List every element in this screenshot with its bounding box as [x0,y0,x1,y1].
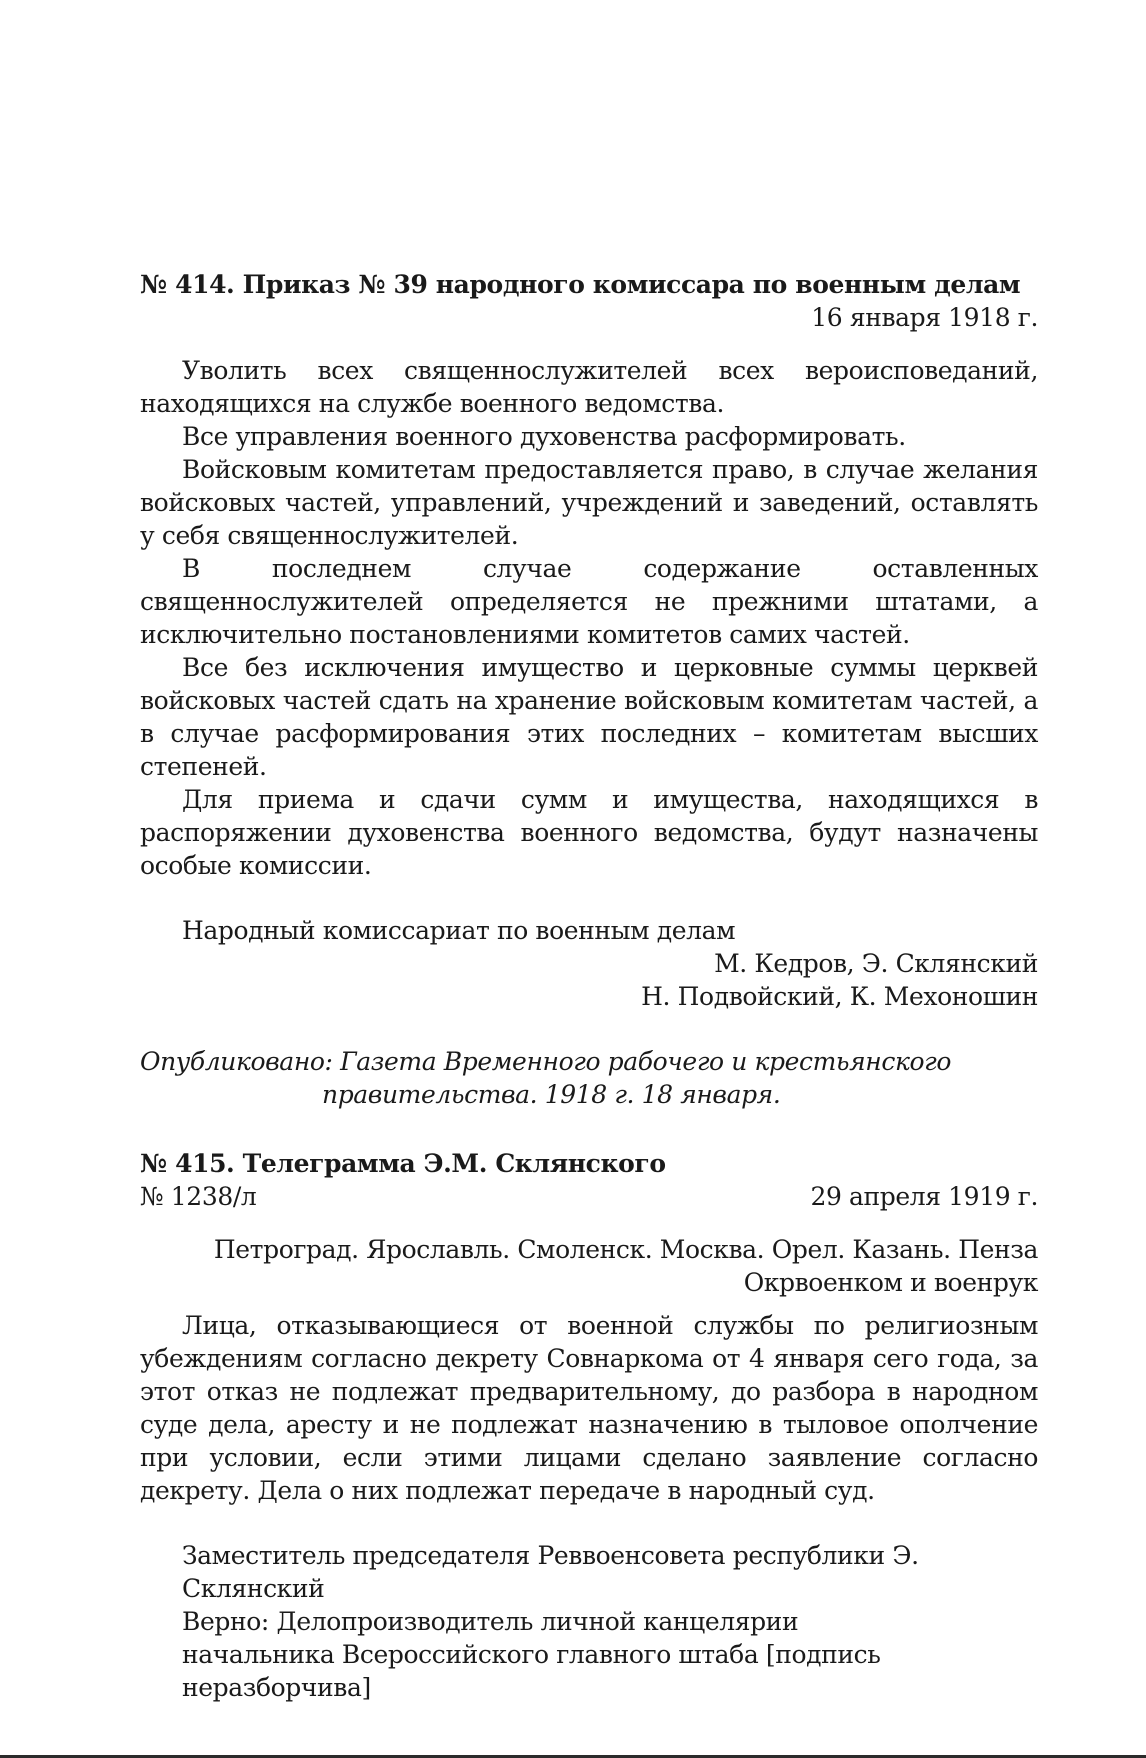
document-415-signature-3: начальника Всероссийского главного штаба [подпись неразборчива] [182,1640,881,1702]
document-415-meta [140,1180,1038,1213]
document-414-date: 16 января 1918 г. [811,303,1038,332]
document-414-paragraph-1: Уволить всех священнослужителей всех вероисповеданий, находящихся на службе военного ведомства. [140,356,1038,418]
document-414-signatory-1: М. Кедров, Э. Склянский [714,949,1038,978]
document-415-signature-1: Заместитель председателя Реввоенсовета республики Э. Склянский [182,1541,919,1603]
document-415-number: № 1238/л [140,1182,257,1211]
document-414-paragraph-5: Все без исключения имущество и церковные суммы церквей войсковых частей сдать на хранение войсковым комитетам частей, а в случае расформирования этих последних – комитетам высших степеней. [140,653,1038,781]
document-414 [140,268,1038,1111]
document-414-paragraph-6: Для приема и сдачи сумм и имущества, находящихся в распоряжении духовенства военного ведомства, будут назначены особые комиссии. [140,785,1038,880]
document-415 [140,1147,1038,1704]
document-415-title: № 415. Телеграмма Э.М. Склянского [140,1149,666,1178]
document-415-paragraph: Лица, отказывающиеся от военной службы по религиозным убеждениям согласно декрету Совнаркома от 4 января сего года, за этот отказ не подлежат предварительному, до разбора в народном суде дела, аресту и не подлежат назначению в тыловое ополчение при условии, если этими лицами сделано заявление согласно декрету. Дела о них подлежат передаче в народный суд. [140,1311,1038,1505]
document-415-addressees-1: Петроград. Ярославль. Смоленск. Москва. Орел. Казань. Пенза [213,1235,1038,1264]
document-414-paragraph-4: В последнем случае содержание оставленных священнослужителей определяется не прежними штатами, а исключительно постановлениями комитетов самих частей. [140,554,1038,649]
document-414-paragraph-3: Войсковым комитетам предоставляется право, в случае желания войсковых частей, управлений, учреждений и заведений, оставлять у себя священнослужителей. [140,455,1038,550]
document-415-addressees-2: Окрвоенком и военрук [743,1268,1038,1297]
document-414-title: № 414. Приказ № 39 народного комиссара по военным делам [140,270,1021,299]
document-415-signature-2: Верно: Делопроизводитель личной канцелярии [182,1607,799,1636]
document-414-paragraph-2: Все управления военного духовенства расформировать. [182,422,906,451]
document-415-date: 29 апреля 1919 г. [810,1182,1038,1211]
document-414-signatory-2: Н. Подвойский, К. Мехоношин [641,982,1038,1011]
publication-line-1: Опубликовано: Газета Временного рабочего и крестьянского [140,1047,952,1076]
document-414-publication [140,1045,1038,1111]
document-page [140,268,1038,1704]
document-414-issuer: Народный комиссариат по военным делам [182,916,736,945]
publication-line-2: правительства. 1918 г. 18 января. [322,1080,781,1109]
